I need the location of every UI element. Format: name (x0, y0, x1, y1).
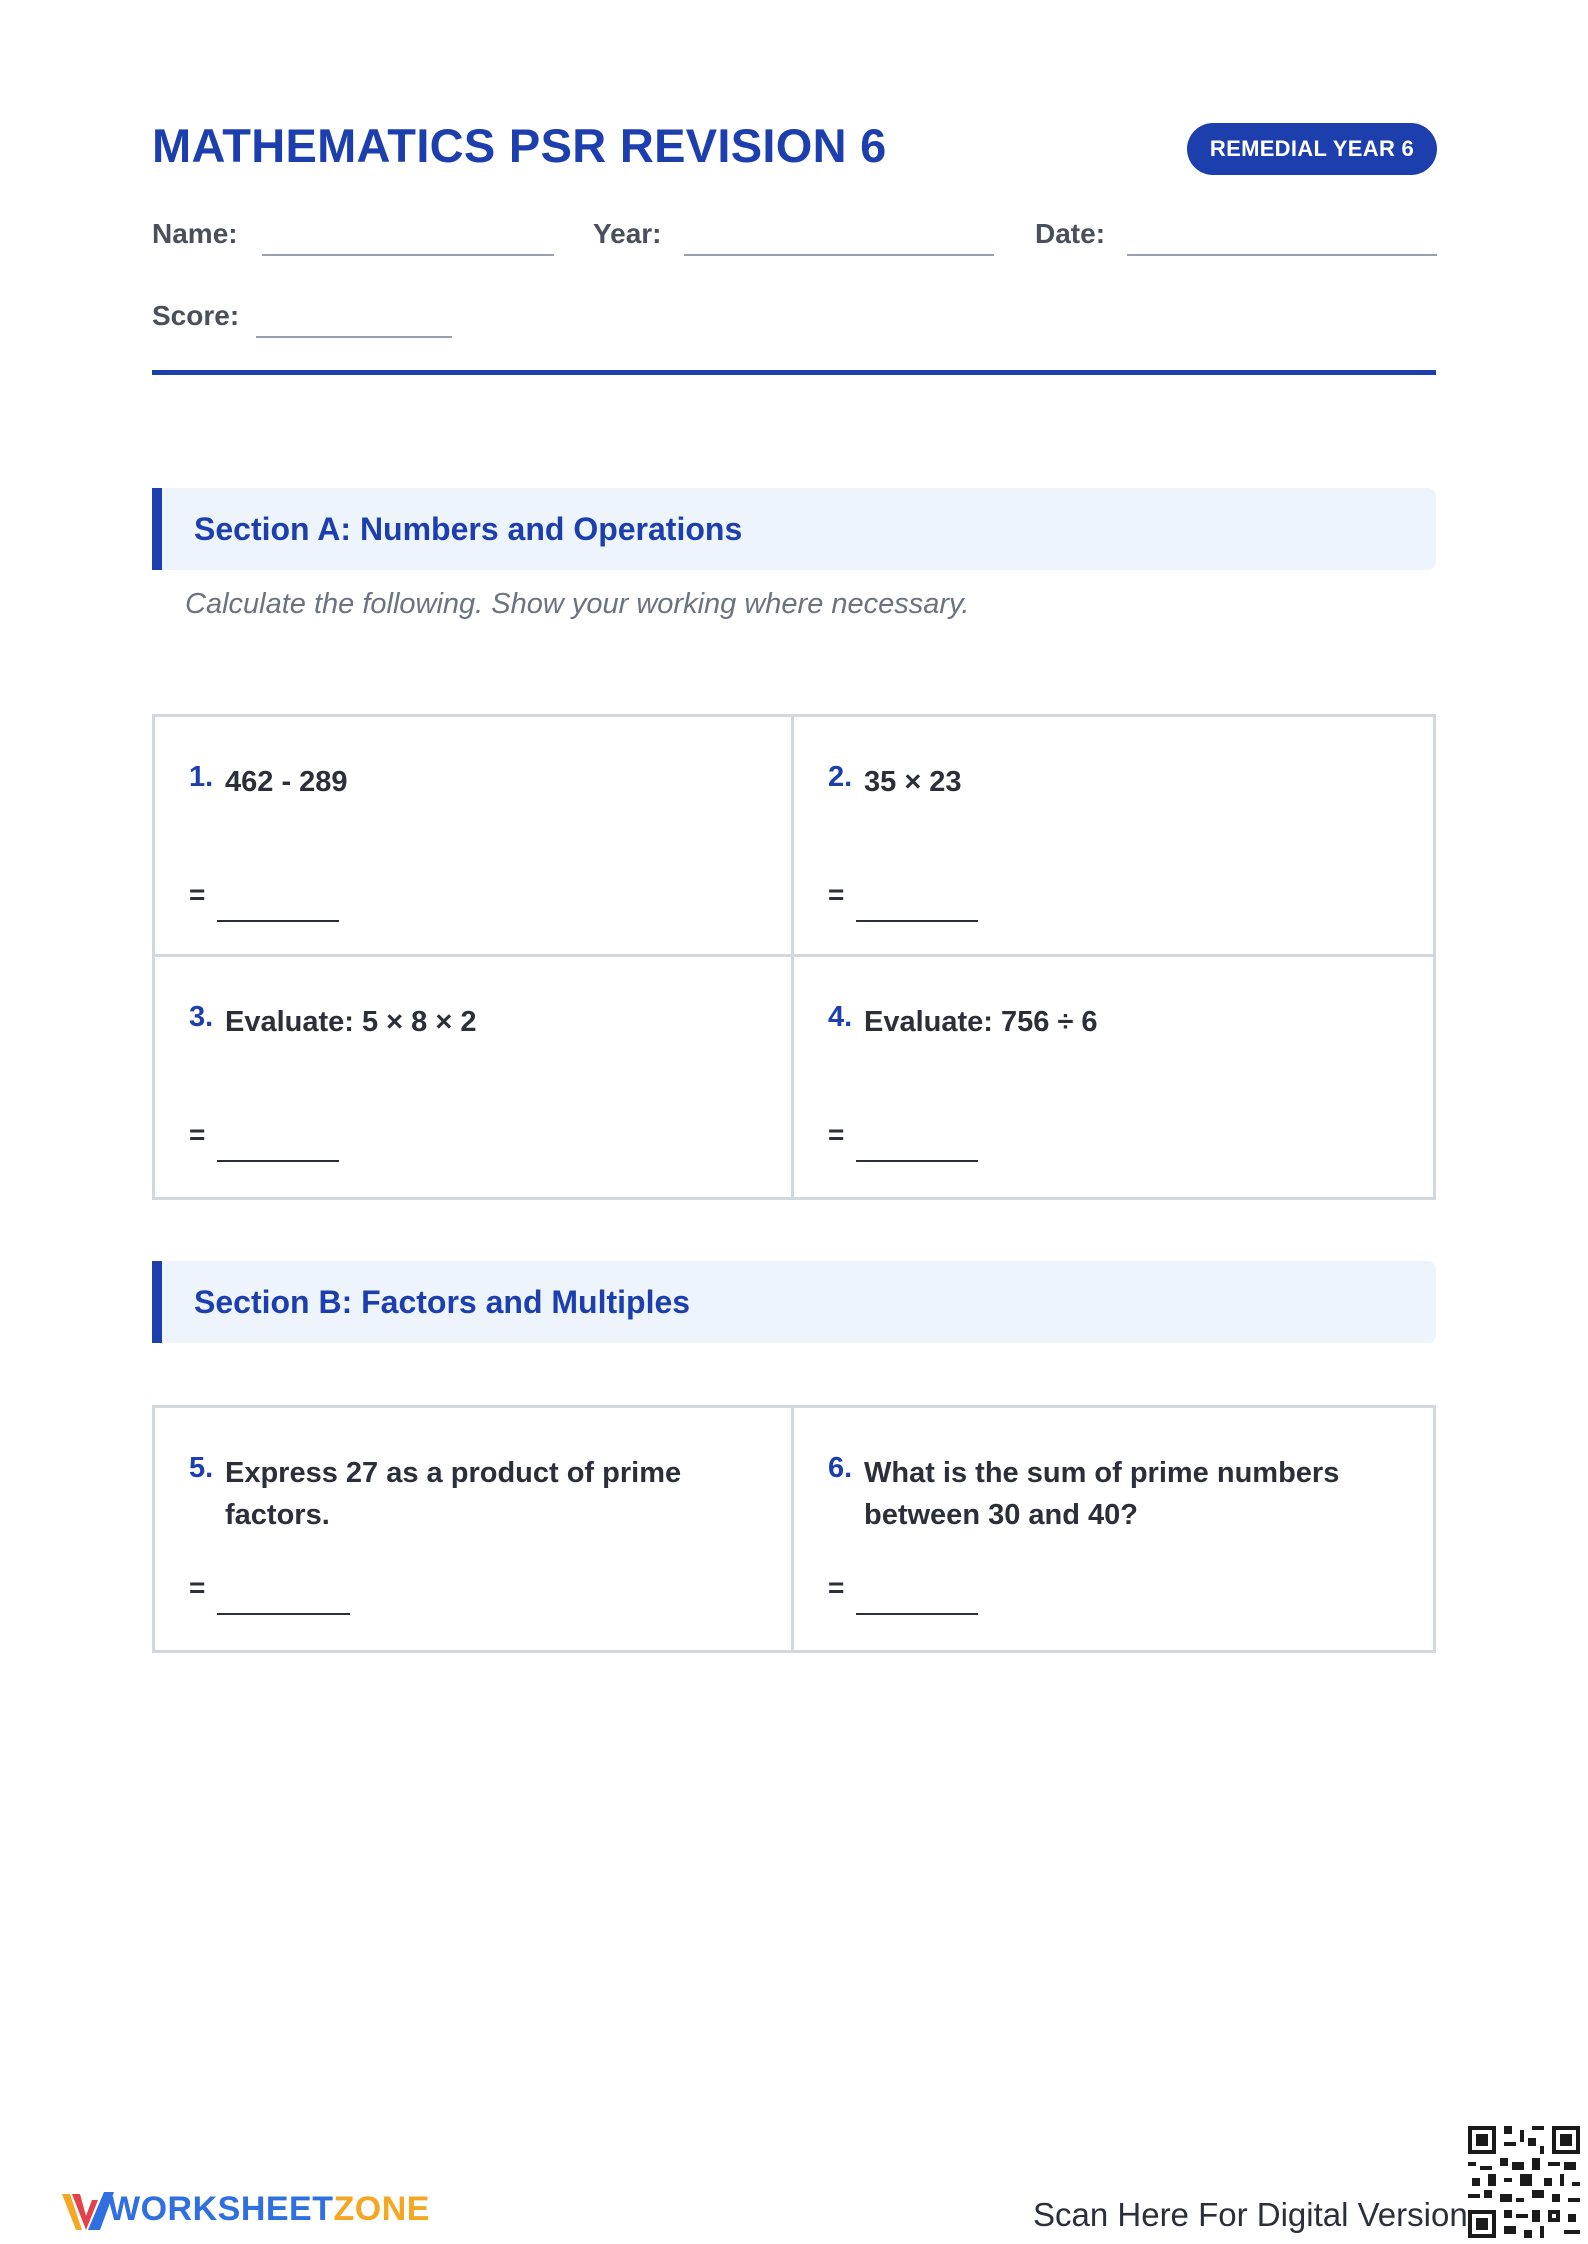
section-b-title: Section B: Factors and Multiples (194, 1284, 691, 1320)
equals-sign: = (189, 1572, 206, 1603)
brand-logo (108, 2190, 430, 2229)
equals-sign: = (828, 1572, 845, 1603)
question-text: 462 - 289 (225, 766, 348, 798)
page-title: MATHEMATICS PSR REVISION 6 (152, 119, 887, 172)
question-text: What is the sum of prime numbers between 30 and 40? (864, 1457, 1340, 1531)
question-number: 5. (189, 1452, 214, 1484)
section-a-heading (152, 488, 1436, 570)
year-field[interactable] (684, 254, 994, 256)
question-card (794, 1408, 1433, 1650)
answer-field[interactable] (856, 1613, 978, 1615)
answer-field[interactable] (217, 1613, 350, 1615)
section-b-question-grid (152, 1405, 1436, 1653)
name-field[interactable] (262, 254, 554, 256)
qr-code-icon[interactable] (1468, 2126, 1580, 2238)
date-field[interactable] (1127, 254, 1437, 256)
question-card (155, 1408, 794, 1650)
question-text: Evaluate: 756 ÷ 6 (864, 1006, 1098, 1038)
level-badge: REMEDIAL YEAR 6 (1187, 123, 1437, 175)
date-label: Date: (1035, 218, 1106, 249)
answer-field[interactable] (856, 920, 978, 922)
question-text: Evaluate: 5 × 8 × 2 (225, 1006, 477, 1038)
answer-field[interactable] (856, 1160, 978, 1162)
year-label: Year: (593, 218, 662, 249)
answer-field[interactable] (217, 920, 339, 922)
equals-sign: = (189, 1119, 206, 1150)
score-field[interactable] (256, 336, 452, 338)
question-card (155, 717, 794, 957)
scan-caption: Scan Here For Digital Version (1033, 2196, 1468, 2233)
question-card (794, 717, 1433, 957)
answer-field[interactable] (217, 1160, 339, 1162)
question-card (155, 957, 794, 1197)
question-number: 3. (189, 1001, 214, 1033)
section-b-heading (152, 1261, 1436, 1343)
section-a-instruction: Calculate the following. Show your working where necessary. (185, 588, 970, 620)
question-number: 2. (828, 761, 853, 793)
score-label: Score: (152, 300, 240, 331)
header-divider (152, 370, 1436, 375)
name-label: Name: (152, 218, 238, 249)
section-a-question-grid (152, 714, 1436, 1200)
brand-part-1: WORKSHEET (108, 2190, 334, 2228)
question-text: Express 27 as a product of prime factors. (225, 1457, 682, 1531)
question-text: 35 × 23 (864, 766, 962, 798)
section-a-title: Section A: Numbers and Operations (194, 511, 743, 547)
equals-sign: = (828, 879, 845, 910)
brand-part-2: ZONE (333, 2190, 430, 2228)
equals-sign: = (828, 1119, 845, 1150)
question-number: 6. (828, 1452, 853, 1484)
equals-sign: = (189, 879, 206, 910)
question-number: 1. (189, 761, 214, 793)
question-card (794, 957, 1433, 1197)
question-number: 4. (828, 1001, 853, 1033)
